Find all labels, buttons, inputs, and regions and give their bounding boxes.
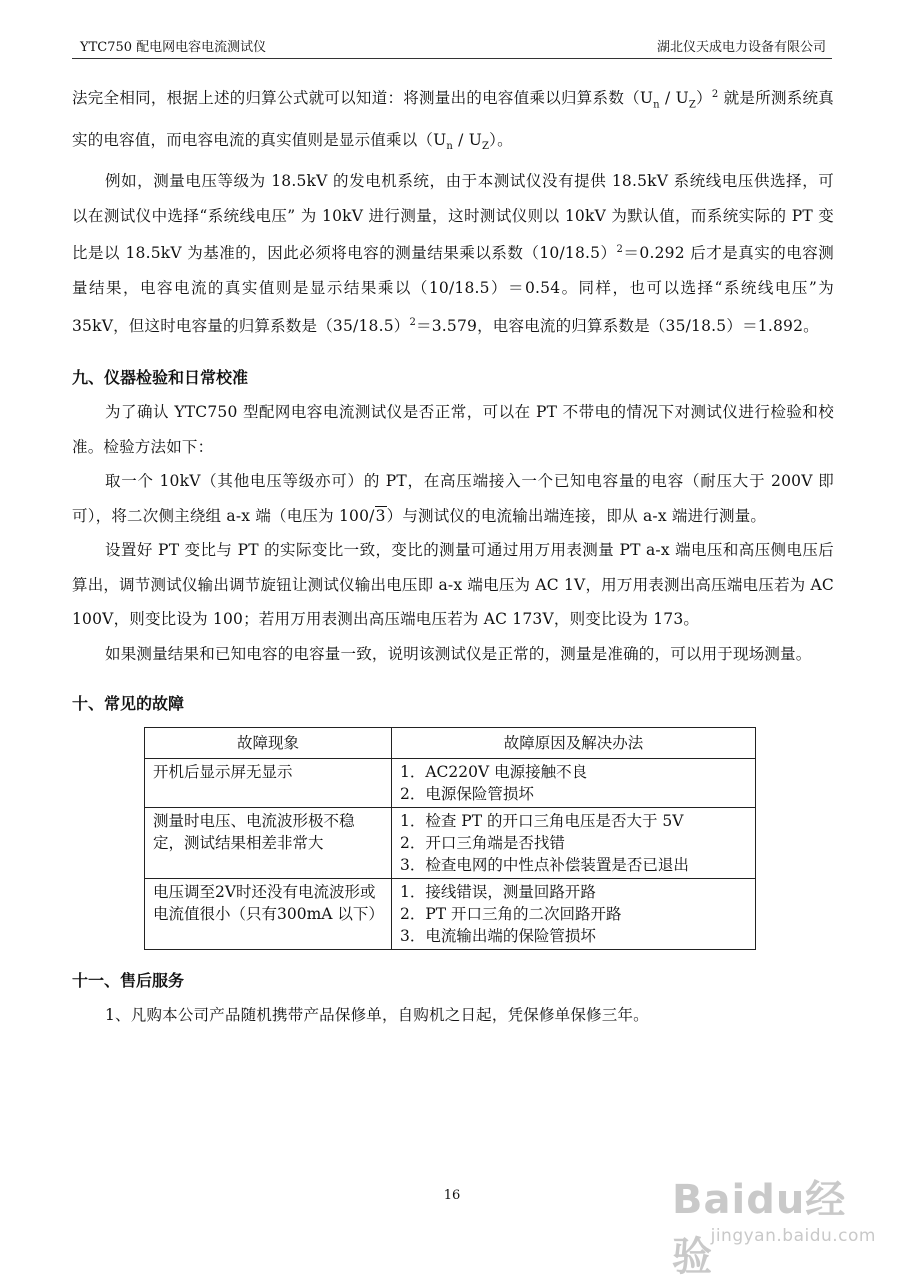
baidu-watermark bbox=[672, 1160, 882, 1280]
watermark-logo: Baidu经验 bbox=[672, 1177, 847, 1280]
header-company-name: 湖北仪天成电力设备有限公司 bbox=[656, 40, 826, 55]
section-10-heading: 十、常见的故障 bbox=[72, 694, 185, 714]
table-row bbox=[145, 879, 756, 950]
fault-cause-item: 3．电流输出端的保险管损坏 bbox=[400, 927, 596, 946]
section-9-method: 取一个 10kV（其他电压等级亦可）的 PT，在高压端接入一个已知电容量的电容（耐压大于 200V 即可），将二次侧主绕组 a-x 端（电压为 100/3）与测试仪的电流输出端连接，即从 a-x 端进行测量。 bbox=[72, 472, 835, 525]
fault-symptom: 开机后显示屏无显示 bbox=[145, 759, 392, 808]
table-header-symptom: 故障现象 bbox=[145, 728, 392, 759]
table-row bbox=[145, 808, 756, 879]
header-product-name: YTC750 配电网电容电流测试仪 bbox=[80, 40, 267, 55]
section-9-heading: 九、仪器检验和日常校准 bbox=[72, 368, 249, 388]
watermark-url: jingyan.baidu.com bbox=[710, 1226, 876, 1246]
paragraph-example: 例如，测量电压等级为 18.5kV 的发电机系统，由于本测试仪没有提供 18.5kV 系统线电压供选择，可以在测试仪中选择“系统线电压” 为 10kV 进行测量，这时测试仪则以 10kV 为默认值，而系统实际的 PT 变比是以 18.5kV 为基准的，因此必须将电容的测量结果乘以系数$(10/18.5)^2=0.292$ 后才是真实的电容测量结果，电容电流的真实值则是显示结果乘以（10/18.5）＝0.54。同样，也可以选择“系统线电压”为 35kV，但这时电容量的归算系数是$(35/18.5)^2=3.579$，电容电流的归算系数是（35/18.5）＝1.892。 bbox=[72, 172, 834, 335]
section-11-warranty: 1、凡购本公司产品随机携带产品保修单，自购机之日起，凭保修单保修三年。 bbox=[105, 1006, 649, 1025]
section-9-conclusion: 如果测量结果和已知电容的电容量一致，说明该测试仪是正常的，测量是准确的，可以用于现场测量。 bbox=[105, 644, 812, 663]
fault-causes bbox=[392, 879, 756, 950]
fault-cause-item: 1．AC220V 电源接触不良 bbox=[400, 763, 588, 782]
fault-cause-item: 2．PT 开口三角的二次回路开路 bbox=[400, 905, 622, 924]
table-header-row bbox=[145, 728, 756, 759]
fault-symptom: 测量时电压、电流波形极不稳定，测试结果相差非常大 bbox=[145, 808, 392, 879]
section-9-setup: 设置好 PT 变比与 PT 的实际变比一致，变比的测量可通过用万用表测量 PT a-x 端电压和高压侧电压后算出，调节测试仪输出调节旋钮让测试仪输出电压即 a-x 端电压为 AC 1V，用万用表测出高压端电压若为 AC 100V，则变比设为 100；若用万用表测出高压端电压若为 AC 173V，则变比设为 173。 bbox=[72, 541, 834, 629]
fault-cause-item: 1．检查 PT 的开口三角电压是否大于 5V bbox=[400, 812, 684, 831]
page-header bbox=[72, 20, 832, 59]
fault-cause-item: 3．检查电网的中性点补偿装置是否已退出 bbox=[400, 856, 689, 875]
sqrt-symbol: 3 bbox=[375, 506, 386, 525]
table-header-causes: 故障原因及解决办法 bbox=[392, 728, 756, 759]
fault-cause-item: 2．电源保险管损坏 bbox=[400, 785, 534, 804]
fault-causes bbox=[392, 759, 756, 808]
section-11-heading: 十一、售后服务 bbox=[72, 971, 185, 991]
fault-cause-item: 2．开口三角端是否找错 bbox=[400, 834, 565, 853]
page-content bbox=[72, 78, 834, 1033]
fault-symptom: 电压调至2V时还没有电流波形或电流值很小（只有300mA 以下） bbox=[145, 879, 392, 950]
section-9-intro: 为了确认 YTC750 型配网电容电流测试仪是否正常，可以在 PT 不带电的情况下对测试仪进行检验和校准。检验方法如下： bbox=[72, 403, 834, 456]
paragraph-conversion-formula: 法完全相同，根据上述的归算公式就可以知道：将测量出的电容值乘以归算系数$(U_n / U_Z)^2$ 就是所测系统真实的电容值，而电容电流的真实值则是显示值乘以$(U_n / U_Z)$。 bbox=[72, 89, 834, 152]
table-row bbox=[145, 759, 756, 808]
faults-table bbox=[144, 727, 756, 950]
fault-causes bbox=[392, 808, 756, 879]
fault-cause-item: 1．接线错误，测量回路开路 bbox=[400, 883, 596, 902]
page-number: 16 bbox=[443, 1188, 461, 1203]
